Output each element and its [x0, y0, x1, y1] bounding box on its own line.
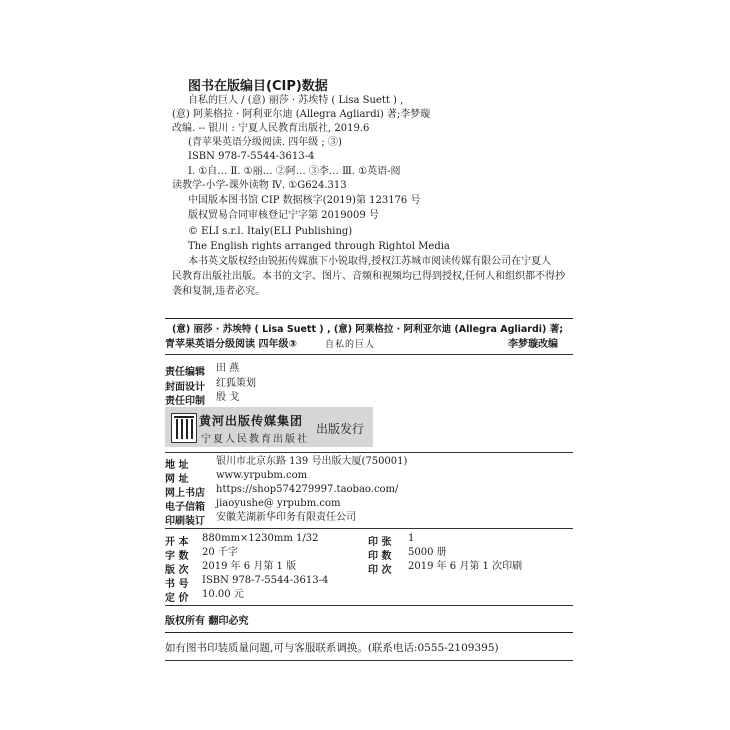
spec-value: 10.00 元 — [202, 589, 244, 600]
cip-line: 读教学-小学-课外读物 Ⅳ. ①G624.313 — [172, 180, 347, 191]
staff-label: 责任编辑 — [165, 367, 205, 378]
contact-value: www.yrpubm.com — [216, 470, 308, 481]
copyright-reserved: 版权所有 翻印必究 — [165, 616, 249, 627]
contact-label: 地 址 — [165, 460, 189, 471]
publisher-press-name: 宁夏人民教育出版社 — [201, 434, 309, 445]
rights-notice-line: 本书英文版权经由锐拓传媒旗下小锐取得,授权江苏城市阅读传媒有限公司在宁夏人 — [188, 256, 552, 267]
spec-value: 5000 册 — [408, 547, 447, 558]
cip-line: 自私的巨人 / (意) 丽莎 · 苏埃特 ( Lisa Suett ) , — [188, 95, 404, 106]
spec-value: 2019 年 6 月第 1 次印刷 — [408, 561, 523, 572]
spec-value: 2019 年 6 月第 1 版 — [202, 561, 297, 572]
divider — [165, 318, 573, 319]
spec-label: 印 数 — [368, 551, 392, 562]
book-title: 自私的巨人 — [325, 340, 376, 350]
spec-value: 880mm×1230mm 1/32 — [202, 533, 319, 544]
spec-label: 书 号 — [165, 579, 189, 590]
staff-value: 红狐策划 — [216, 378, 256, 389]
publisher-action: 出版发行 — [316, 422, 365, 436]
book-series: 青苹果英语分级阅读 四年级③ — [165, 339, 297, 350]
staff-label: 责任印制 — [165, 396, 205, 407]
cip-line: 改编. -- 银川 : 宁夏人民教育出版社, 2019.6 — [172, 123, 370, 134]
service-note: 如有图书印装质量问题,可与客服联系调换。(联系电话:0555-2109395) — [165, 642, 499, 654]
staff-value: 殷 戈 — [216, 392, 240, 403]
divider — [165, 354, 573, 355]
contact-label: 电子信箱 — [165, 502, 205, 513]
cip-line: Ⅰ. ①自… Ⅱ. ①丽… ②阿… ③李… Ⅲ. ①英语-阅 — [188, 166, 401, 177]
book-authors: (意) 丽莎 · 苏埃特 ( Lisa Suett ) , (意) 阿莱格拉 · 阿利亚尔迪 (Allegra Agliardi) 著; — [172, 324, 563, 335]
rights-notice-line: 民教育出版社出版。本书的文字、图片、音频和视频均已得到授权,任何人和组织都不得抄 — [172, 271, 566, 282]
contact-value: 安徽芜湖新华印务有限责任公司 — [216, 512, 356, 523]
spec-label: 印 次 — [368, 565, 392, 576]
divider — [165, 660, 573, 661]
cip-line: ISBN 978-7-5544-3613-4 — [188, 151, 315, 162]
contact-label: 网 址 — [165, 474, 189, 485]
staff-value: 田 燕 — [216, 363, 240, 374]
contact-value: https://shop574279997.taobao.com/ — [216, 484, 399, 495]
publisher-logo-icon — [171, 413, 197, 443]
divider — [165, 528, 573, 529]
spec-value: 20 千字 — [202, 547, 238, 558]
cip-contract-number: 版权贸易合同审核登记宁字第 2019009 号 — [188, 210, 379, 221]
publisher-group-name: 黄河出版传媒集团 — [199, 414, 304, 428]
spec-value: 1 — [408, 533, 415, 544]
contact-label: 印刷装订 — [165, 516, 205, 527]
contact-value: jiaoyushe@ yrpubm.com — [216, 498, 341, 509]
cip-line: (青苹果英语分级阅读. 四年级 ; ③) — [188, 137, 342, 148]
divider — [165, 452, 573, 453]
divider — [165, 632, 573, 633]
divider — [165, 605, 573, 606]
copyright-line: © ELI s.r.l. Italy(ELI Publishing) — [188, 226, 353, 237]
contact-value: 银川市北京东路 139 号出版大厦(750001) — [216, 456, 408, 467]
rights-notice-line: 袭和复制,违者必究。 — [172, 286, 266, 297]
book-adapter: 李梦璇改编 — [508, 339, 558, 350]
spec-value: ISBN 978-7-5544-3613-4 — [202, 575, 329, 586]
cip-record-number: 中国版本图书馆 CIP 数据核字(2019)第 123176 号 — [188, 195, 421, 206]
spec-label: 定 价 — [165, 593, 189, 604]
cip-line: (意) 阿莱格拉 · 阿利亚尔迪 (Allegra Agliardi) 著;李梦璇 — [172, 109, 431, 120]
staff-label: 封面设计 — [165, 382, 205, 393]
cip-title: 图书在版编目(CIP)数据 — [188, 79, 328, 94]
spec-label: 开 本 — [165, 537, 189, 548]
spec-label: 印 张 — [368, 537, 392, 548]
spec-label: 版 次 — [165, 565, 189, 576]
english-rights-line: The English rights arranged through Rightol Media — [188, 241, 450, 252]
contact-label: 网上书店 — [165, 488, 205, 499]
spec-label: 字 数 — [165, 551, 189, 562]
